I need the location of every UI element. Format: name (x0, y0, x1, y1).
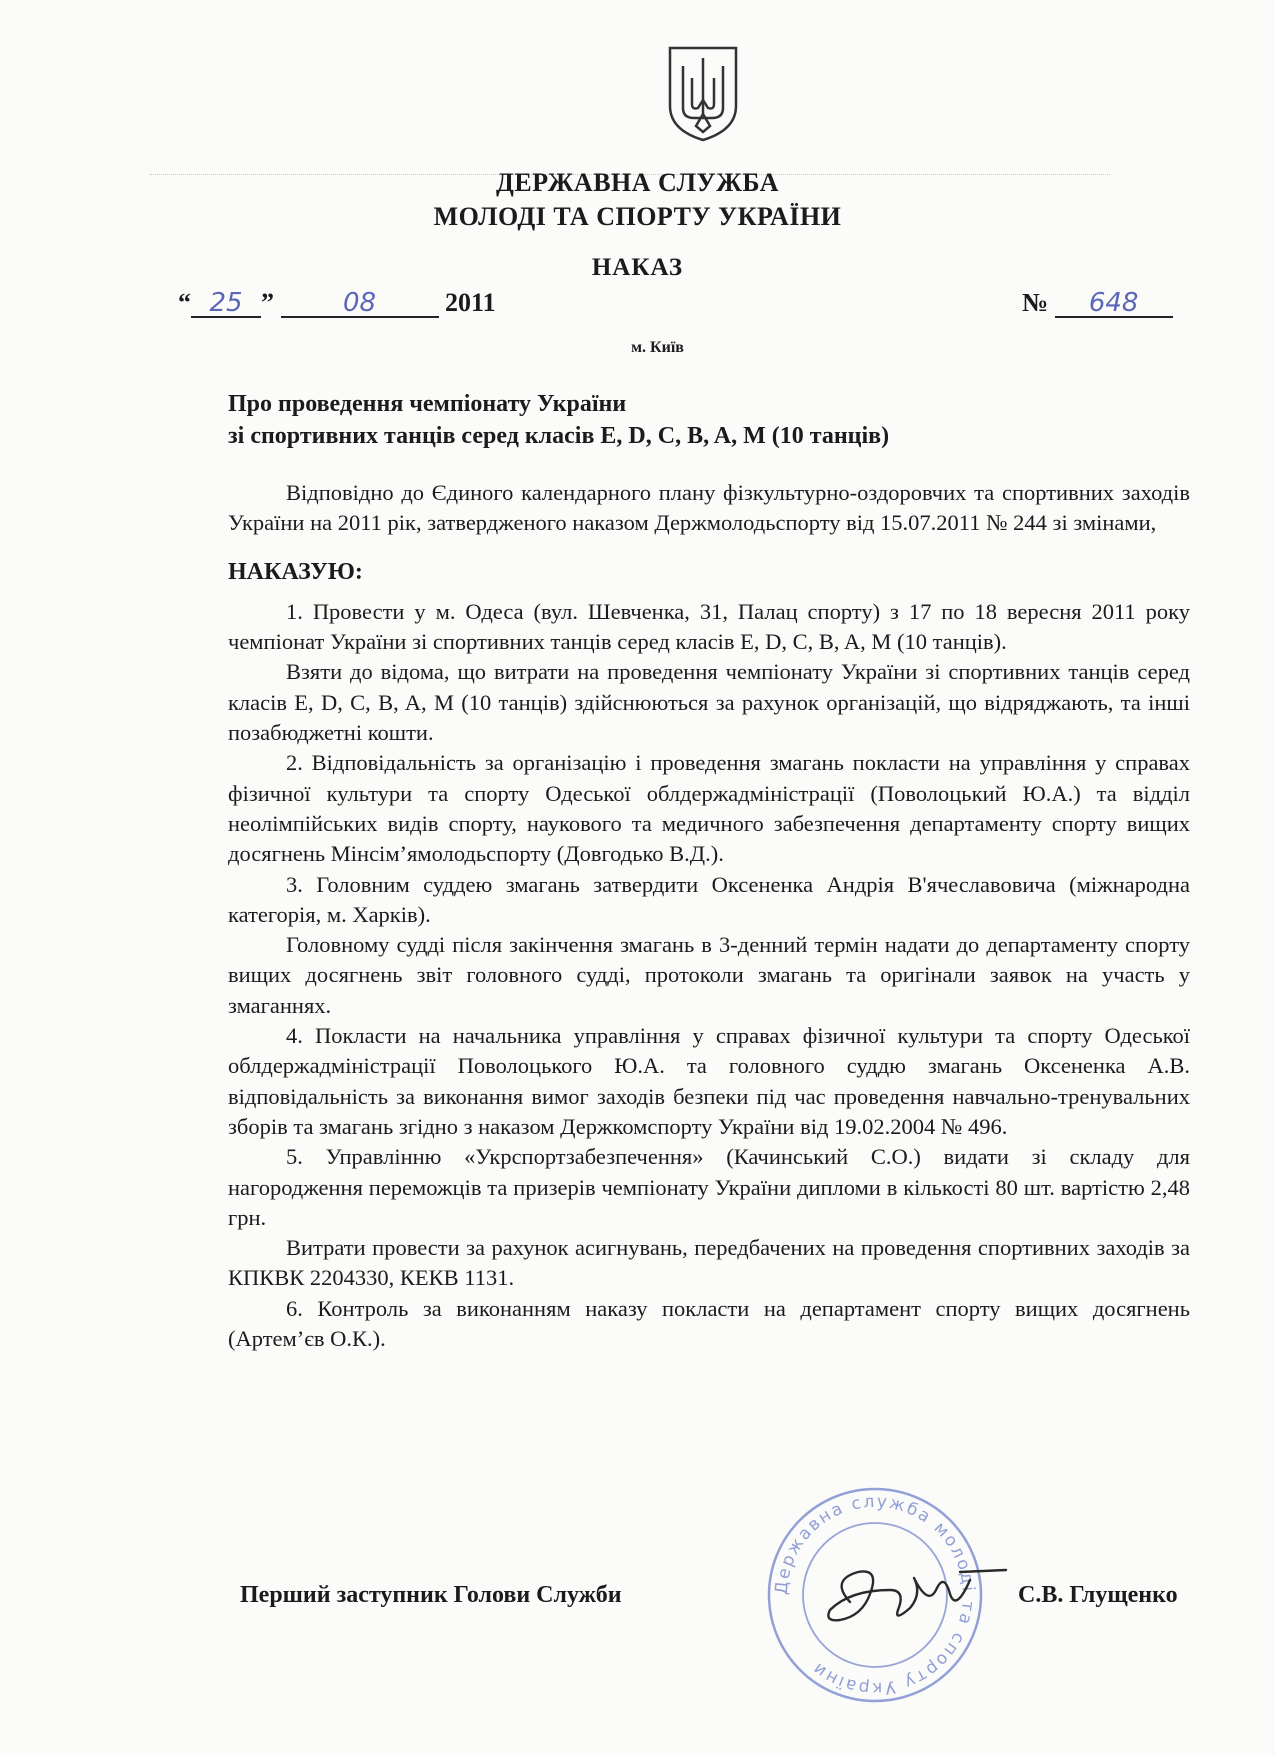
order-number-line (1022, 288, 1173, 318)
order-body (228, 478, 1190, 1354)
date-line (178, 288, 496, 318)
paragraph-4: 4. Покласти на начальника управління у справах фізичної культури та спорту Одеської облдержадміністрації Поволоцького Ю.А. та головного суддю змагань Оксененка А.В. відповідальність за виконання вимог заходів безпеки під час проведення навчально-тренувальних зборів та змагань згідно з наказом Держкомспорту України від 19.02.2004 № 496. (228, 1023, 1190, 1139)
paragraph-3: 3. Головним суддею змагань затвердити Оксененка Андрія В'ячеславовича (міжнародна категорія, м. Харків). (228, 871, 1190, 927)
paragraph-5b: Витрати провести за рахунок асигнувань, передбачених на проведення спортивних заходів за КПКВК 2204330, КЕКВ 1131. (228, 1235, 1190, 1291)
order-word: НАКАЗУЮ: (228, 558, 363, 585)
paragraph-1: 1. Провести у м. Одеса (вул. Шевченка, 31, Палац спорту) з 17 по 18 вересня 2011 року чемпіонат України зі спортивних танців серед класів E, D, C, B, A, M (10 танців). (228, 598, 1190, 655)
subject-line1: Про проведення чемпіонату України (228, 391, 627, 417)
stamp-text: Державна служба молоді та спорту України (771, 1491, 979, 1699)
signatory-title: Перший заступник Голови Служби (240, 1582, 622, 1608)
paragraph-1b: Взяти до відома, що витрати на проведення чемпіонату України зі спортивних танців серед класів E, D, C, B, A, M (10 танців) здійснюються за рахунок організацій, що відряджають, та інші позабюджетні кошти. (228, 659, 1190, 746)
order-number-field (1055, 290, 1173, 318)
subject-line2: зі спортивних танців серед класів E, D, C, B, A, M (10 танців) (228, 423, 890, 449)
agency-name-line1: ДЕРЖАВНА СЛУЖБА (496, 168, 779, 197)
paragraph-2: 2. Відповідальність за організацію і проведення змагань покласти на управління у справах фізичної культури та спорту Одеської облдержадміністрації (Поволоцький Ю.А.) та відділ неолімпійських видів спорту, наукового та медичного забезпечення департаменту спорту вищих досягнень Мінсім’ямолодьспорту (Довгодько В.Д.). (228, 750, 1190, 867)
signatory-name: С.В. Глущенко (1018, 1582, 1178, 1608)
trident-emblem-icon (666, 44, 740, 144)
open-quote: “ (178, 288, 191, 317)
date-day-field (191, 290, 261, 318)
document-type: НАКАЗ (591, 254, 684, 281)
city: м. Київ (631, 339, 684, 356)
date-day: 25 (209, 288, 243, 318)
handwritten-signature (810, 1550, 1010, 1640)
date-month-field (281, 290, 439, 318)
paragraph-6: 6. Контроль за виконанням наказу покласти на департамент спорту вищих досягнень (Артем’єв О.К.). (228, 1295, 1190, 1352)
order-subject (228, 388, 889, 452)
date-year: 2011 (445, 288, 496, 317)
paragraph-3b: Головному судді після закінчення змагань в 3-денний термін надати до департаменту спорту вищих досягнень звіт головного судді, протоколи змагань та оригінали заявок на участь у змаганнях. (228, 932, 1190, 1018)
intro-paragraph: Відповідно до Єдиного календарного плану фізкультурно-оздоровчих та спортивних заходів України на 2011 рік, затвердженого наказом Держмолодьспорту від 15.07.2011 № 244 зі змінами, (228, 480, 1190, 536)
number-label: № (1022, 288, 1049, 317)
order-number: 648 (1088, 288, 1139, 318)
paragraph-5: 5. Управлінню «Укрспортзабезпечення» (Качинський С.О.) видати зі складу для нагородження переможців та призерів чемпіонату України дипломи в кількості 80 шт. вартістю 2,48 грн. (228, 1144, 1190, 1230)
agency-name-line2: МОЛОДІ ТА СПОРТУ УКРАЇНИ (433, 202, 842, 231)
close-quote: ” (261, 288, 274, 317)
date-month: 08 (342, 288, 377, 318)
